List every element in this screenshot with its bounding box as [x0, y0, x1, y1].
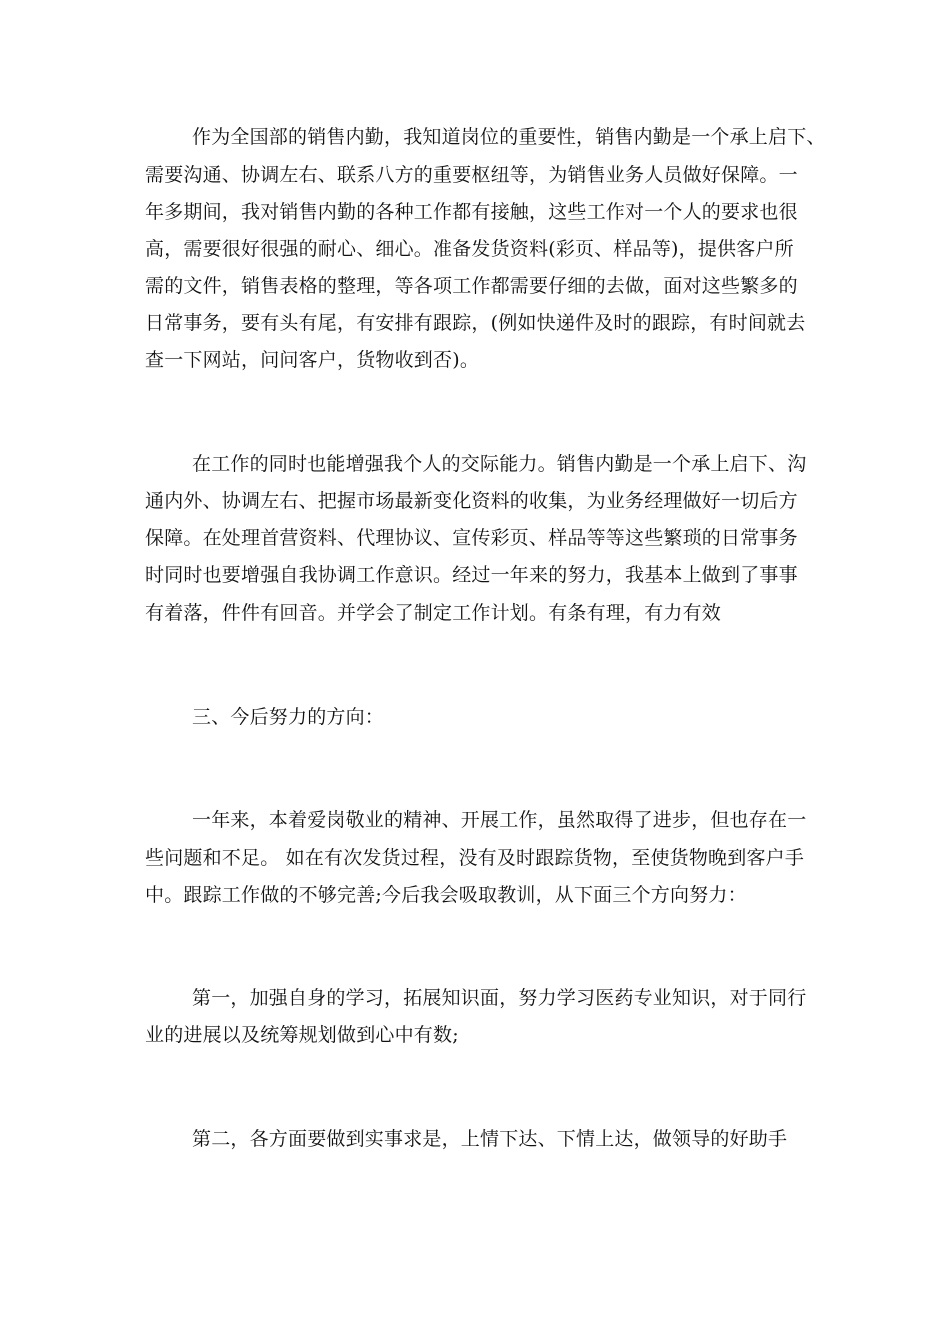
- paragraph-1-line-3: 年多期间，我对销售内勤的各种工作都有接触，这些工作对一个人的要求也很: [145, 201, 798, 223]
- paragraph-1-line-1: 作为全国部的销售内勤，我知道岗位的重要性，销售内勤是一个承上启下、: [192, 126, 826, 148]
- paragraph-2-line-1: 在工作的同时也能增强我个人的交际能力。销售内勤是一个承上启下、沟: [192, 453, 807, 475]
- paragraph-6-line-1: 第二，各方面要做到实事求是，上情下达、下情上达，做领导的好助手: [192, 1128, 788, 1150]
- paragraph-2-line-4: 时同时也要增强自我协调工作意识。经过一年来的努力，我基本上做到了事事: [145, 564, 798, 586]
- paragraph-1-line-7: 查一下网站，问问客户，货物收到否)。: [145, 349, 480, 371]
- paragraph-4-line-1: 一年来，本着爱岗敬业的精神、开展工作，虽然取得了进步，但也存在一: [192, 809, 807, 831]
- paragraph-2-line-3: 保障。在处理首营资料、代理协议、宣传彩页、样品等等这些繁琐的日常事务: [145, 527, 798, 549]
- section-heading: 三、今后努力的方向：: [192, 706, 385, 728]
- paragraph-1-line-2: 需要沟通、协调左右、联系八方的重要枢纽等，为销售业务人员做好保障。一: [145, 164, 798, 186]
- paragraph-1-line-5: 需的文件，销售表格的整理，等各项工作都需要仔细的去做，面对这些繁多的: [145, 275, 798, 297]
- paragraph-5-line-2: 业的进展以及统筹规划做到心中有数;: [145, 1024, 459, 1046]
- paragraph-4-line-3: 中。跟踪工作做的不够完善;今后我会吸取教训，从下面三个方向努力：: [145, 884, 747, 906]
- paragraph-5-line-1: 第一，加强自身的学习，拓展知识面，努力学习医药专业知识，对于同行: [192, 987, 807, 1009]
- paragraph-2-line-2: 通内外、协调左右、把握市场最新变化资料的收集，为业务经理做好一切后方: [145, 490, 798, 512]
- paragraph-2-line-5: 有着落，件件有回音。并学会了制定工作计划。有条有理，有力有效: [145, 602, 722, 624]
- paragraph-4-line-2: 些问题和不足。 如在有次发货过程，没有及时跟踪货物，至使货物晚到客户手: [145, 847, 805, 869]
- paragraph-1-line-6: 日常事务，要有头有尾，有安排有跟踪，(例如快递件及时的跟踪，有时间就去: [145, 312, 806, 334]
- paragraph-1-line-4: 高，需要很好很强的耐心、细心。准备发货资料(彩页、样品等)，提供客户所: [145, 238, 794, 260]
